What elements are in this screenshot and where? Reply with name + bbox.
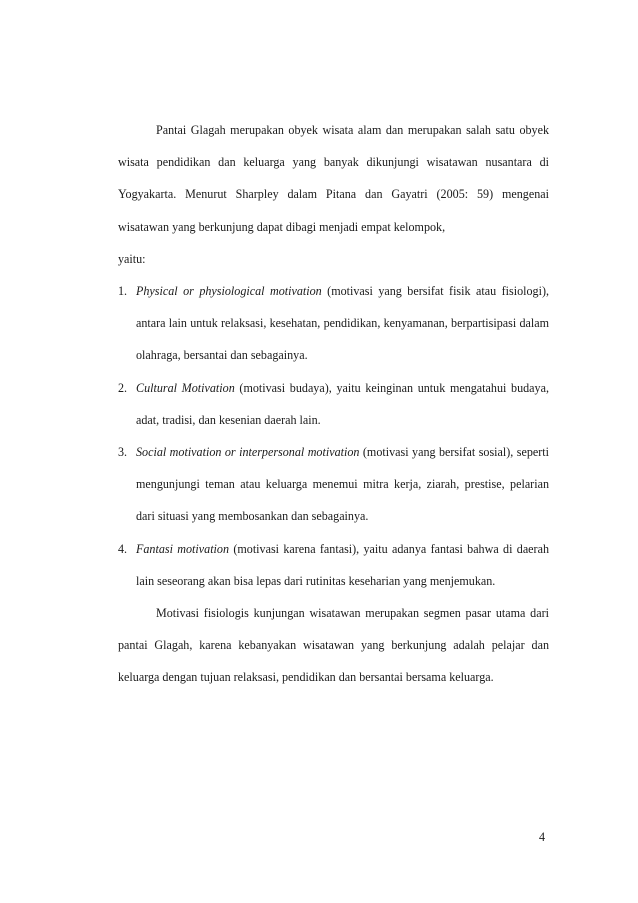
list-item-term: Physical or physiological motivation — [136, 284, 322, 299]
list-item-description: (motivasi yang bersifat fisik atau fisiologi), antara lain untuk relaksasi, kesehatan, pendidikan, kenyamanan, berpartisipasi dalam olahraga, bersantai dan sebagainya. — [136, 284, 549, 363]
list-item-term: Fantasi motivation — [136, 541, 230, 556]
list-item-description: (motivasi budaya), yaitu keinginan untuk mengatahui budaya, adat, tradisi, dan kesenian daerah lain. — [136, 380, 549, 427]
intro-paragraph-tail: yaitu: — [118, 251, 146, 266]
list-item-number: 3. — [118, 445, 128, 460]
list-item-description: (motivasi yang bersifat sosial), seperti mengunjungi teman atau keluarga menemui mitra kerja, ziarah, prestise, pelarian dari situasi yang membosankan dan sebagainya. — [136, 445, 550, 524]
list-item-number: 4. — [118, 541, 128, 556]
list-item-term: Social motivation or interpersonal motivation — [136, 445, 360, 460]
closing-paragraph: Motivasi fisiologis kunjungan wisatawan merupakan segmen pasar utama dari pantai Glagah, karena kebanyakan wisatawan yang berkunjung adalah pelajar dan keluarga dengan tujuan relaksasi, pendidikan dan bersantai bersama keluarga. — [118, 606, 549, 685]
list-item-number: 2. — [118, 380, 128, 395]
list-item — [118, 372, 549, 436]
motivation-list — [118, 275, 549, 597]
list-item — [118, 533, 549, 597]
list-item — [118, 275, 549, 372]
list-item-number: 1. — [118, 284, 128, 299]
list-item — [118, 436, 549, 533]
intro-paragraph: Pantai Glagah merupakan obyek wisata alam dan merupakan salah satu obyek wisata pendidikan dan keluarga yang banyak dikunjungi wisatawan nusantara di Yogyakarta. Menurut Sharpley dalam Pitana dan Gayatri (2005: 59) mengenai wisatawan yang berkunjung dapat dibagi menjadi empat kelompok, — [118, 123, 549, 234]
page-number: 4 — [539, 830, 546, 844]
list-item-term: Cultural Motivation — [136, 380, 235, 395]
page-body — [118, 114, 549, 694]
list-item-description: (motivasi karena fantasi), yaitu adanya fantasi bahwa di daerah lain seseorang akan bisa lepas dari rutinitas keseharian yang menjemukan. — [136, 541, 549, 588]
